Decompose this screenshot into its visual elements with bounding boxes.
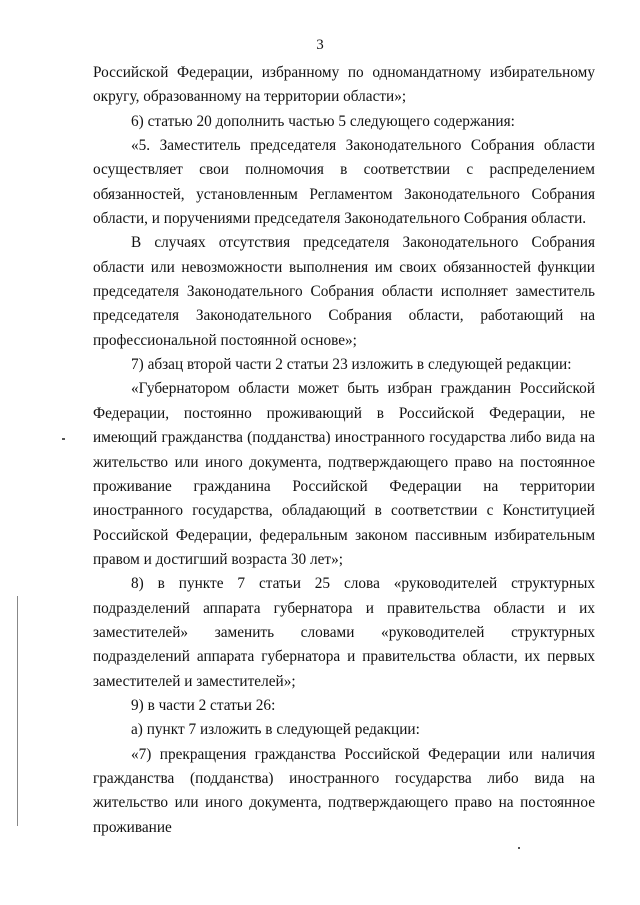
scan-mark-left-line	[17, 596, 18, 826]
scan-mark-bottom-dot	[518, 847, 520, 849]
paragraph-6: «Губернатором области может быть избран гражданин Российской Федерации, постоянно проживающий в Российской Федерации, не имеющий гражданства (подданства) иностранного государства либо вида на жительство или иного документа, подтверждающего право на постоянное проживание гражданина Российской Федерации на территории иностранного государства, обладающий в соответствии с Конституцией Российской Федерации, федеральным законом пассивным избирательным правом и достигший возраста 30 лет»;	[93, 380, 595, 568]
paragraph-3: «5. Заместитель председателя Законодательного Собрания области осуществляет свои полномочия в соответствии с распределением обязанностей, установленным Регламентом Законодательного Собрания области, и поручениями председателя Законодательного Собрания области.	[93, 137, 595, 228]
page-number: 3	[316, 37, 324, 53]
paragraph-1: Российской Федерации, избранному по одномандатному избирательному округу, образованному на территории области»;	[93, 64, 595, 106]
paragraph-4: В случаях отсутствия председателя Законодательного Собрания области или невозможности выполнения им своих обязанностей функции председателя Законодательного Собрания области исполняет заместитель председателя Законодательного Собрания области, работающий на профессиональной постоянной основе»;	[93, 234, 595, 349]
document-body	[93, 61, 595, 840]
paragraph-10: «7) прекращения гражданства Российской Федерации или наличия гражданства (подданства) иностранного государства либо вида на жительство или иного документа, подтверждающего право на постоянное проживание	[93, 745, 595, 836]
paragraph-7: 8) в пункте 7 статьи 25 слова «руководителей структурных подразделений аппарата губернатора и правительства области и их заместителей» заменить словами «руководителей структурных подразделений аппарата губернатора и правительства области, их первых заместителей и заместителей»;	[93, 575, 595, 690]
scan-mark-left-tick	[62, 438, 65, 440]
paragraph-8: 9) в части 2 статьи 26:	[131, 696, 276, 714]
paragraph-2: 6) статью 20 дополнить частью 5 следующего содержания:	[131, 112, 515, 130]
paragraph-5: 7) абзац второй части 2 статьи 23 изложить в следующей редакции:	[131, 356, 572, 374]
paragraph-9: а) пункт 7 изложить в следующей редакции:	[131, 721, 420, 739]
